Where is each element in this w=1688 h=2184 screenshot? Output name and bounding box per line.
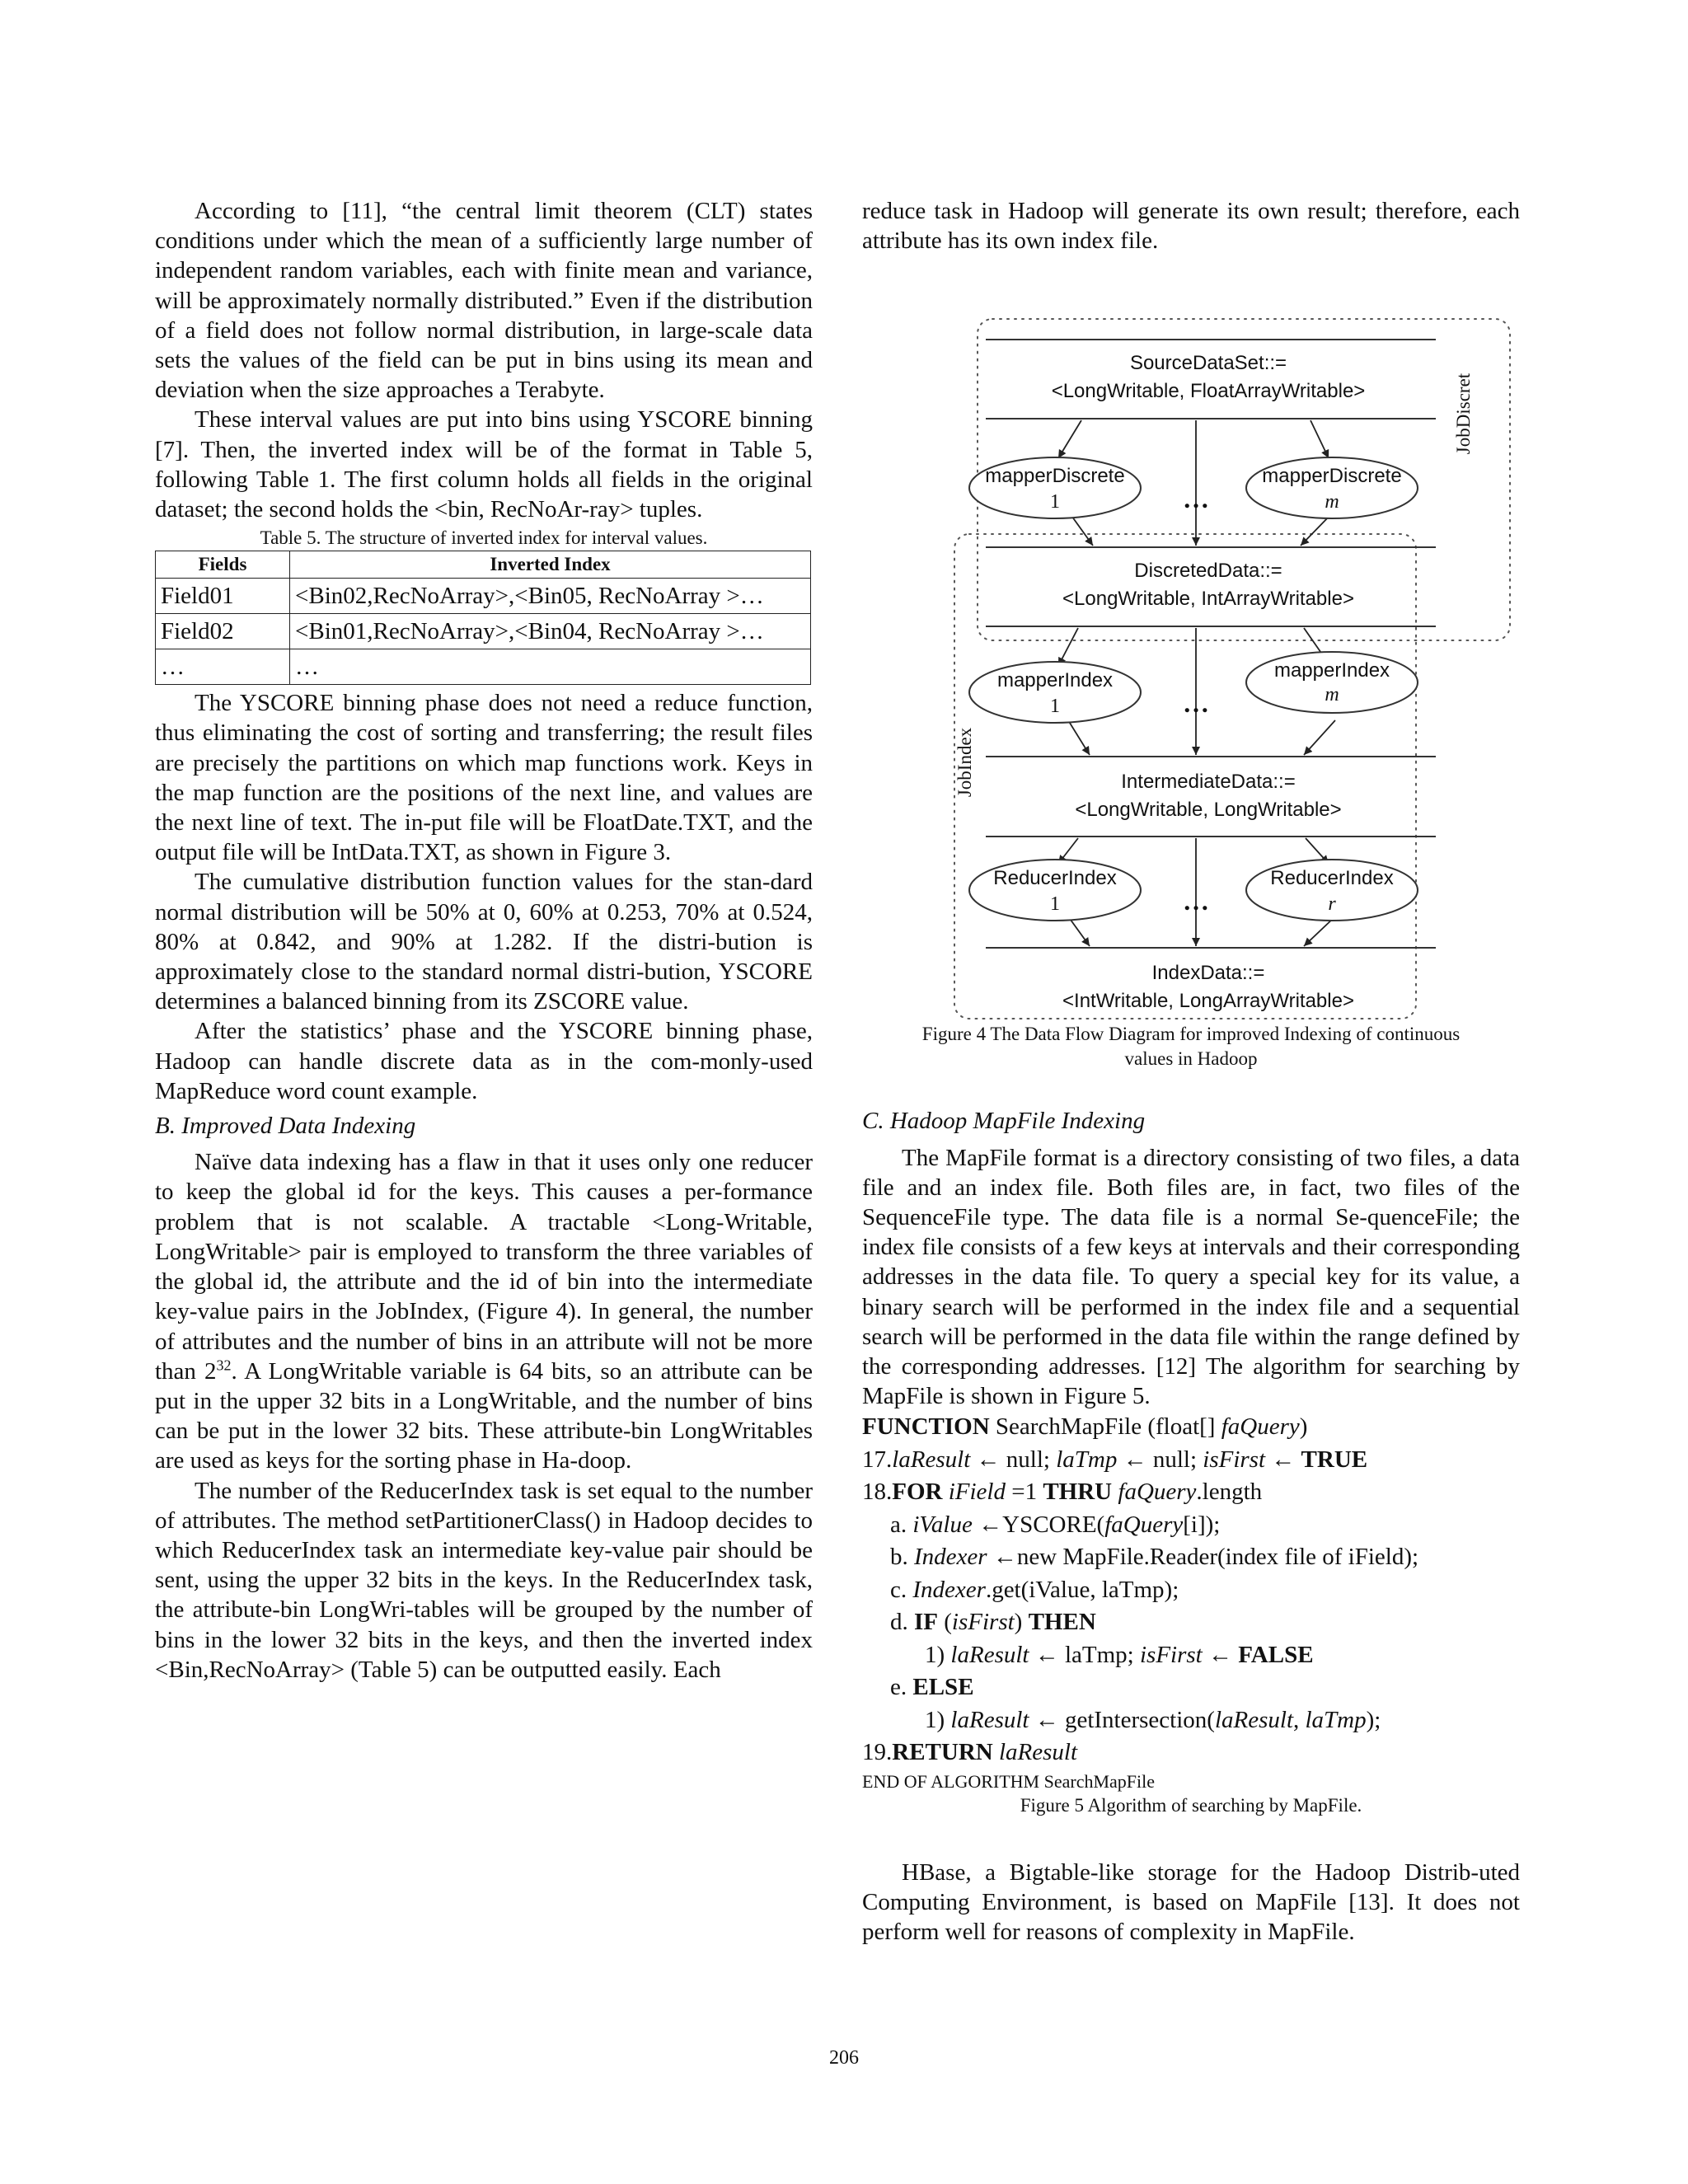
algorithm-line-d: d. IF (isFirst) THEN	[890, 1609, 1096, 1636]
algorithm-line-18: 18.FOR iField =1 THRU faQuery.length	[862, 1479, 1263, 1506]
figure-4-data-flow-diagram	[862, 255, 1520, 1022]
figure-4-caption	[862, 1022, 1520, 1071]
table-cell: Field02	[156, 614, 290, 649]
ellipsis-mapperdiscrete: …	[1183, 484, 1209, 514]
reducerindex-r-label: ReducerIndex	[1270, 867, 1394, 890]
mapperdiscrete-m-label: mapperDiscrete	[1262, 465, 1402, 488]
intermediate-data-type: <LongWritable, LongWritable>	[1075, 799, 1342, 822]
section-heading-c: C. Hadoop MapFile Indexing	[862, 1108, 1146, 1135]
arrow-mapperindex-1-to-intermediate	[1068, 720, 1090, 755]
paragraph-reducer-index: The number of the ReducerIndex task is set equal to the number of attributes. The method setPartitionerClass() in Hadoop decides to which ReducerIndex task an intermediate key-value pair should be sent, using the upper 32 bits in the keys. In the ReducerIndex task, the attribute-bin LongWri-tables will be grouped by the number of bins in the lower 32 bits in the keys, and then the inverted index <Bin,RecNoArray> (Table 5) can be outputted easily. Each	[155, 1477, 813, 1683]
reducerindex-r-index: r	[1328, 893, 1336, 916]
table-cell: <Bin02,RecNoArray>,<Bin05, RecNoArray >…	[290, 579, 811, 614]
table-header-fields: Fields	[156, 551, 290, 579]
table-5-caption: Table 5. The structure of inverted index for interval values.	[260, 527, 708, 549]
algorithm-line-c: c. Indexer.get(iValue, laTmp);	[890, 1576, 1179, 1603]
mapperindex-1-label: mapperIndex	[996, 669, 1114, 692]
algorithm-line-19: 19.RETURN laResult	[862, 1739, 1078, 1766]
table-cell: <Bin01,RecNoArray>,<Bin04, RecNoArray >…	[290, 614, 811, 649]
paragraph-mapfile-format: The MapFile format is a directory consisting of two files, a data file and an index file. Both files are, in fact, two files of the SequenceFile type. The data file is a normal Se-quenceFile; the index file consists of a few keys at intervals and their corresponding addresses in the data file. To query a special key for its value, a binary search will be performed in the index file and a sequential search will be performed in the data file within the range defined by the corresponding addresses. [12] The algorithm for searching by MapFile is shown in Figure 5.	[862, 1144, 1520, 1410]
ellipsis-reducerindex: …	[1183, 886, 1209, 916]
table-header-row	[156, 551, 811, 579]
paragraph-cdf: The cumulative distribution function values for the stan-dard normal distribution will be 50% at 0, 60% at 0.253, 70% at 0.524, 80% at 0.842, and 90% at 1.282. If the distri-bution is approximately close to the standard normal distri-bution, YSCORE determines a balanced binning from its ZSCORE value.	[155, 869, 813, 1015]
figure-4-caption-line2: values in Hadoop	[1124, 1048, 1258, 1070]
algorithm-line-e1: 1) laResult ← getIntersection(laResult, laTmp);	[925, 1706, 1381, 1733]
superscript-32: 32	[216, 1357, 232, 1374]
algorithm-end-line: END OF ALGORITHM SearchMapFile	[862, 1770, 1156, 1792]
paragraph-hbase: HBase, a Bigtable-like storage for the Hadoop Distrib-uted Computing Environment, is based on MapFile [13]. It does not perform well for reasons of complexity in MapFile.	[862, 1858, 1520, 1946]
inverted-index-table	[155, 551, 811, 685]
paragraph-naive-indexing	[155, 1147, 813, 1475]
algorithm-line-e: e. ELSE	[890, 1674, 974, 1701]
paragraph-naive-indexing-part1: Naïve data indexing has a flaw in that it uses only one reducer to keep the global id for the keys. This causes a per-formance problem that is not scalable. A tractable <Long-Writable, LongWritable> pair is employed to transform the three variables of the global id, the attribute and the id of bin into the intermediate key-value pairs in the JobIndex, (Figure 4). In general, the number of attributes and the number of bins in an attribute will not be more than 2	[155, 1149, 813, 1385]
paragraph-statistics-phase: After the statistics’ phase and the YSCORE binning phase, Hadoop can handle discrete data as in the com-monly-used MapReduce word count example.	[155, 1018, 813, 1104]
table-header-inverted-index: Inverted Index	[290, 551, 811, 579]
ellipsis-mapperindex: …	[1183, 688, 1209, 719]
algorithm-line-a: a. iValue ←YSCORE(faQuery[i]);	[890, 1511, 1221, 1538]
table-row	[156, 614, 811, 649]
job-discret-label: JobDiscret	[1453, 373, 1474, 455]
algorithm-line-17: 17.laResult ← null; laTmp ← null; isFirst ← TRUE	[862, 1446, 1368, 1473]
mapperindex-m-index: m	[1325, 684, 1339, 706]
mapperdiscrete-m-index: m	[1325, 491, 1339, 513]
table-cell: Field01	[156, 579, 290, 614]
mapperindex-1-index: 1	[1050, 696, 1060, 718]
section-heading-b: B. Improved Data Indexing	[155, 1113, 416, 1140]
mapperindex-m-label: mapperIndex	[1273, 659, 1390, 682]
source-dataset-title: SourceDataSet::=	[1129, 352, 1287, 375]
index-data-title: IndexData::=	[1151, 962, 1265, 985]
figure-5-caption: Figure 5 Algorithm of searching by MapFile.	[1020, 1794, 1362, 1816]
index-data-type: <IntWritable, LongArrayWritable>	[1062, 990, 1354, 1013]
paragraph-naive-indexing-part2: . A LongWritable variable is 64 bits, so an attribute can be put in the upper 32 bits in a LongWritable, and the number of bins can be put in the lower 32 bits. These attribute-bin LongWritables are used as keys for the sorting phase in Ha-doop.	[155, 1357, 813, 1474]
algorithm-line-function: FUNCTION SearchMapFile (float[] faQuery)	[862, 1413, 1308, 1441]
table-row	[156, 579, 811, 614]
reducerindex-1-index: 1	[1050, 893, 1060, 916]
paragraph-reduce-task: reduce task in Hadoop will generate its own result; therefore, each attribute has its own index file.	[862, 198, 1520, 255]
algorithm-line-d1: 1) laResult ← laTmp; isFirst ← FALSE	[925, 1641, 1314, 1668]
intermediate-data-title: IntermediateData::=	[1121, 771, 1296, 794]
arrow-mapperindex-m-to-intermediate	[1304, 720, 1335, 755]
discreted-data-type: <LongWritable, IntArrayWritable>	[1062, 588, 1354, 611]
discreted-data-title: DiscretedData::=	[1134, 560, 1282, 583]
arrow-source-to-mapperdiscrete-1	[1058, 420, 1081, 458]
page-number: 206	[829, 2047, 859, 2069]
arrow-discreted-to-mapperindex-1	[1058, 628, 1078, 666]
mapperdiscrete-1-index: 1	[1050, 491, 1060, 513]
algorithm-searchmapfile	[862, 1411, 1520, 1769]
paragraph-clt: According to [11], “the central limit theorem (CLT) states conditions under which the mean of a sufficiently large number of independent random variables, each with finite mean and variance, will be approximately normally distributed.” Even if the distribution of a field does not follow normal distribution, in large-scale data sets the values of the field can be put in bins using its mean and deviation when the size approaches a Terabyte.	[155, 198, 813, 404]
paragraph-no-reduce: The YSCORE binning phase does not need a reduce function, thus eliminating the cost of sorting and transferring; the result files are precisely the partitions on which map functions work. Keys in the map function are the positions of the next line, and values are the next line of text. The in-put file will be FloatDate.TXT, and the output file will be IntData.TXT, as shown in Figure 3.	[155, 690, 813, 866]
table-cell: …	[156, 649, 290, 685]
reducerindex-1-label: ReducerIndex	[993, 867, 1117, 890]
right-column	[862, 196, 1520, 1947]
table-row	[156, 649, 811, 685]
left-column	[155, 196, 813, 1685]
source-dataset-type: <LongWritable, FloatArrayWritable>	[1051, 380, 1366, 403]
paragraph-yscore-binning: These interval values are put into bins using YSCORE binning [7]. Then, the inverted index will be of the format in Table 5, following Table 1. The first column holds all fields in the original dataset; the second holds the <bin, RecNoAr-ray> tuples.	[155, 406, 813, 523]
arrow-reducerindex-1-to-indexdata	[1068, 916, 1090, 946]
mapperdiscrete-1-label: mapperDiscrete	[985, 465, 1125, 488]
table-cell: …	[290, 649, 811, 685]
job-index-label: JobIndex	[954, 728, 975, 798]
figure-4-caption-line1: Figure 4 The Data Flow Diagram for improved Indexing of continuous	[921, 1024, 1461, 1045]
arrow-source-to-mapperdiscrete-m	[1311, 420, 1329, 458]
algorithm-line-b: b. Indexer ←new MapFile.Reader(index file of iField);	[890, 1544, 1419, 1571]
